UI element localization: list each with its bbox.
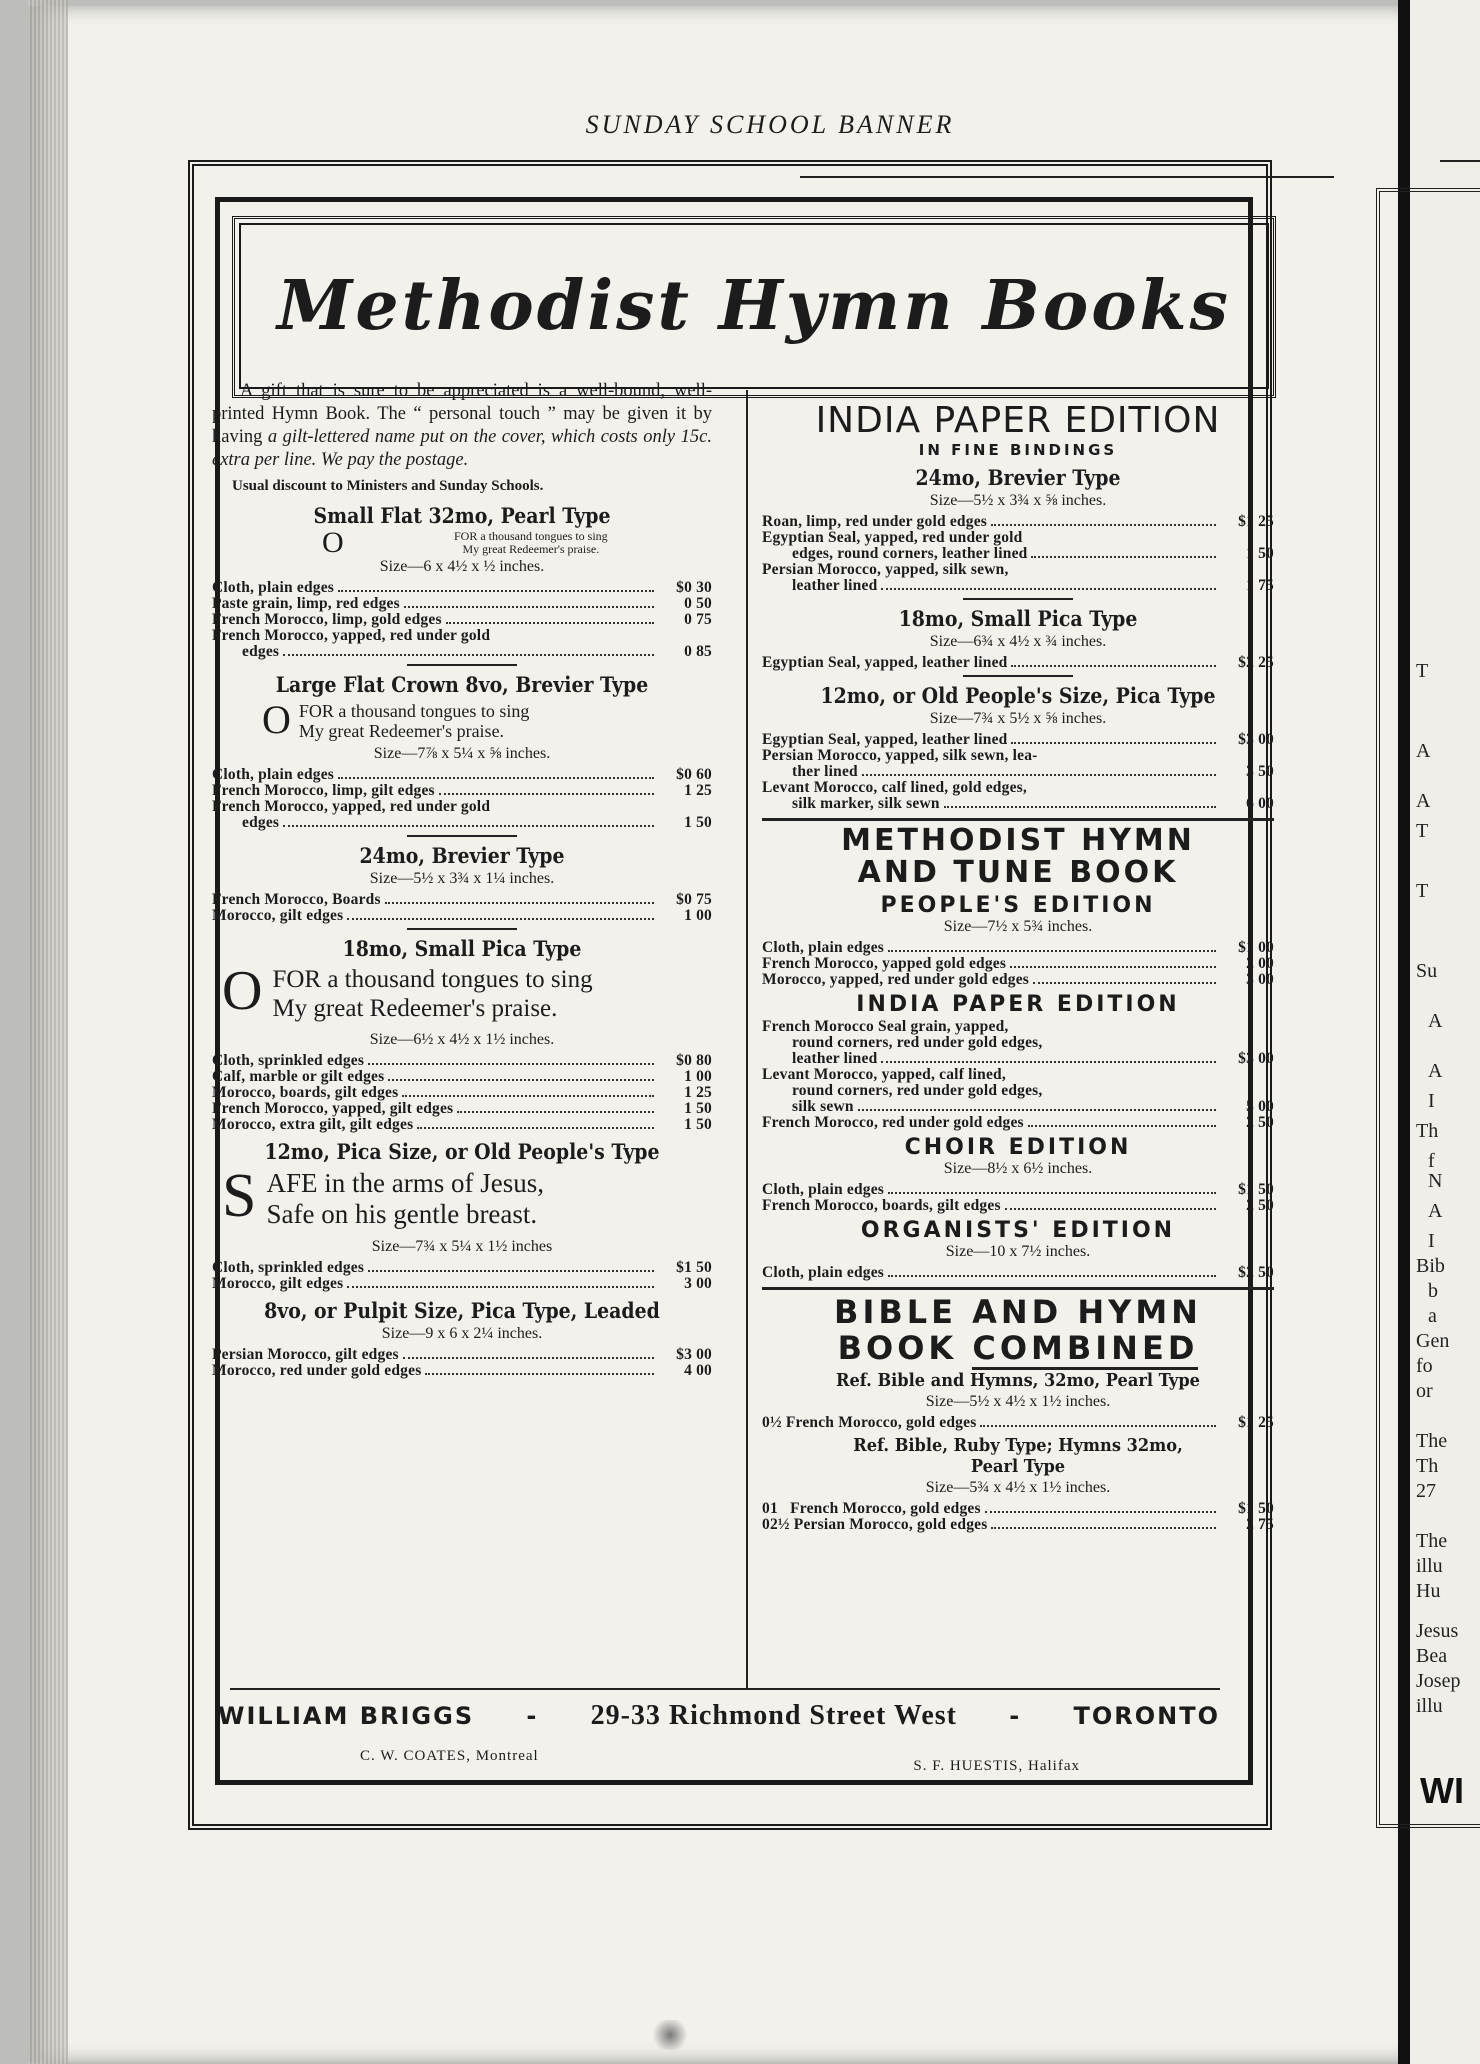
size-line: Size—7¾ x 5½ x ⅝ inches. — [929, 710, 1107, 727]
item-label: round corners, red under gold edges, — [792, 1082, 1043, 1099]
adjacent-page-line: A — [1416, 740, 1431, 762]
hymn-tune-heading: METHODIST HYMN AND TUNE BOOK — [841, 823, 1195, 890]
left-column — [212, 380, 712, 1383]
price-list — [762, 1182, 1274, 1214]
price-item — [212, 815, 712, 831]
edition-heading: INDIA PAPER EDITION — [856, 992, 1180, 1017]
leader-dots — [425, 1373, 654, 1375]
price-item — [212, 1069, 712, 1085]
adjacent-page-line: I — [1428, 1230, 1435, 1252]
footer-rule — [230, 1688, 1220, 1690]
item-label: Paste grain, limp, red edges — [212, 595, 400, 612]
item-label: silk sewn — [792, 1098, 854, 1115]
size-line: Size—7⅞ x 5¼ x ⅝ inches. — [373, 745, 551, 762]
verse-sample: S AFE in the arms of Jesus, Safe on his gentle breast. — [222, 1162, 544, 1230]
footer-agents-line — [360, 1748, 1080, 1775]
item-label: French Morocco, boards, gilt edges — [762, 1197, 1001, 1214]
price-item — [762, 1115, 1274, 1131]
adjacent-page-line: N — [1428, 1170, 1443, 1192]
adjacent-page-line: Su — [1416, 960, 1438, 982]
item-label: edges — [242, 814, 280, 831]
adjacent-page-rule — [1440, 160, 1480, 162]
leader-dots — [439, 793, 654, 795]
leader-dots — [283, 654, 654, 656]
price-list — [762, 940, 1274, 988]
price-item — [762, 732, 1274, 748]
item-price: 1 25 — [684, 1084, 712, 1101]
adjacent-page-line: Jesus — [1416, 1620, 1459, 1642]
item-label: Morocco, gilt edges — [212, 1275, 344, 1292]
item-label: Egyptian Seal, yapped, leather lined — [762, 654, 1008, 671]
item-price: 5 00 — [1246, 1098, 1274, 1115]
section-heading: 24mo, Brevier Type — [915, 465, 1121, 490]
item-label: Morocco, gilt edges — [212, 907, 344, 924]
edition-heading: ORGANISTS' EDITION — [860, 1218, 1176, 1243]
leader-dots — [368, 1063, 654, 1065]
item-label: Cloth, plain edges — [212, 766, 335, 783]
size-line: Size—9 x 6 x 2¼ inches. — [381, 1325, 543, 1342]
item-price: 3 00 — [684, 1275, 712, 1292]
item-price: 1 00 — [684, 1068, 712, 1085]
item-price: $0 30 — [676, 579, 712, 596]
item-price: $3 00 — [1238, 731, 1274, 748]
price-item — [762, 530, 1274, 546]
title-box — [232, 216, 1276, 398]
price-item — [762, 1083, 1274, 1099]
section-rule — [762, 1287, 1274, 1290]
size-line: Size—5¾ x 4½ x 1½ inches. — [925, 1479, 1111, 1496]
adjacent-page-line: illu — [1416, 1555, 1443, 1577]
price-item — [762, 1099, 1274, 1115]
adjacent-page-line: illu — [1416, 1695, 1443, 1717]
item-price: 4 00 — [684, 1362, 712, 1379]
leader-dots — [888, 950, 1216, 952]
price-item — [212, 1347, 712, 1363]
section-rule — [407, 664, 517, 666]
adjacent-page-banner: WI — [1420, 1770, 1464, 1811]
leader-dots — [1031, 556, 1216, 558]
leader-dots — [338, 590, 654, 592]
leader-dots — [888, 1275, 1216, 1277]
price-item — [762, 764, 1274, 780]
item-label: 01 French Morocco, gold edges — [762, 1500, 981, 1517]
adjacent-page-line: Bea — [1416, 1645, 1448, 1667]
item-label: Persian Morocco, gilt edges — [212, 1346, 399, 1363]
price-item — [212, 596, 712, 612]
section-heading: 18mo, Small Pica Type — [342, 936, 582, 961]
leader-dots — [404, 606, 654, 608]
size-line: Size—5½ x 3¾ x 1¼ inches. — [369, 870, 555, 887]
item-price: 1 50 — [684, 814, 712, 831]
item-label: French Morocco, Boards — [212, 891, 381, 908]
footer-publisher-line — [178, 1700, 1220, 1732]
leader-dots — [991, 1527, 1216, 1529]
item-price: $1 25 — [1238, 513, 1274, 530]
item-label: Roan, limp, red under gold edges — [762, 513, 988, 530]
item-price: $1 00 — [1238, 939, 1274, 956]
price-item — [212, 1053, 712, 1069]
item-price: 2 50 — [1246, 1114, 1274, 1131]
price-item — [762, 1198, 1274, 1214]
price-list — [762, 732, 1274, 812]
section-heading: 18mo, Small Pica Type — [898, 606, 1138, 631]
drop-cap: S — [222, 1162, 257, 1230]
item-price: 0 75 — [684, 611, 712, 628]
leader-dots — [991, 524, 1216, 526]
leader-dots — [881, 588, 1216, 590]
price-item — [762, 748, 1274, 764]
item-price: $0 75 — [676, 891, 712, 908]
item-price: $0 60 — [676, 766, 712, 783]
price-item — [212, 783, 712, 799]
item-label: 02½ Persian Morocco, gold edges — [762, 1516, 988, 1533]
section-heading: 12mo, or Old People's Size, Pica Type — [820, 683, 1216, 708]
publisher-name: WILLIAM BRIGGS — [218, 1702, 475, 1730]
price-item — [212, 1101, 712, 1117]
item-label: 0½ French Morocco, gold edges — [762, 1414, 977, 1431]
india-paper-subheading: IN FINE BINDINGS — [918, 441, 1118, 459]
price-item — [212, 612, 712, 628]
leader-dots — [457, 1111, 654, 1113]
section-heading: Ref. Bible and Hymns, 32mo, Pearl Type — [836, 1370, 1200, 1391]
agent-halifax: S. F. HUESTIS, Halifax — [913, 1758, 1080, 1774]
agent-montreal: C. W. COATES, Montreal — [360, 1748, 539, 1764]
price-item — [762, 514, 1274, 530]
leader-dots — [858, 1109, 1216, 1111]
price-list — [212, 892, 712, 924]
leader-dots — [283, 825, 654, 827]
adjacent-page-line: The — [1416, 1430, 1448, 1452]
item-price: 1 00 — [684, 907, 712, 924]
item-price: 2 50 — [1246, 1197, 1274, 1214]
item-price: 1 75 — [1246, 577, 1274, 594]
leader-dots — [1033, 982, 1216, 984]
item-label: Cloth, sprinkled edges — [212, 1052, 365, 1069]
price-item — [212, 908, 712, 924]
price-list — [762, 655, 1274, 671]
leader-dots — [888, 1192, 1216, 1194]
leader-dots — [985, 1511, 1216, 1513]
leader-dots — [1011, 742, 1216, 744]
section-rule — [407, 835, 517, 837]
item-label: Morocco, boards, gilt edges — [212, 1084, 399, 1101]
item-label: Cloth, plain edges — [762, 939, 885, 956]
section-rule — [963, 598, 1073, 600]
india-paper-heading: INDIA PAPER EDITION — [815, 400, 1221, 441]
item-price: 2 00 — [1246, 955, 1274, 972]
leader-dots — [1010, 966, 1216, 968]
drop-cap: O — [322, 526, 344, 559]
leader-dots — [1005, 1208, 1216, 1210]
price-item — [212, 1085, 712, 1101]
leader-dots — [862, 774, 1216, 776]
verse-sample: O FOR a thousand tongues to sing My great Redeemer's praise. — [322, 526, 608, 559]
item-label: French Morocco, limp, gilt edges — [212, 782, 435, 799]
size-line: Size—5½ x 3¾ x ⅝ inches. — [929, 492, 1107, 509]
price-list — [212, 1347, 712, 1379]
price-item — [762, 1517, 1274, 1533]
column-divider — [746, 390, 748, 1690]
price-list — [212, 767, 712, 831]
adjacent-page-line: T — [1416, 820, 1429, 842]
item-label: Egyptian Seal, yapped, red under gold — [762, 529, 1023, 546]
price-list — [762, 1501, 1274, 1533]
drop-cap: O — [262, 697, 291, 742]
size-line: Size—10 x 7½ inches. — [945, 1243, 1091, 1260]
item-price: 0 85 — [684, 643, 712, 660]
item-label: Levant Morocco, calf lined, gold edges, — [762, 779, 1027, 796]
price-item — [762, 578, 1274, 594]
item-label: French Morocco, red under gold edges — [762, 1114, 1024, 1131]
page-edge — [28, 0, 68, 2064]
price-item — [762, 1501, 1274, 1517]
item-label: Persian Morocco, yapped, silk sewn, lea- — [762, 747, 1038, 764]
item-price: 3 50 — [1246, 763, 1274, 780]
item-price: $1 50 — [676, 1259, 712, 1276]
underlined-word: COMBINED — [972, 1329, 1198, 1370]
adjacent-page-line: Hu — [1416, 1580, 1441, 1602]
item-label: ther lined — [792, 763, 858, 780]
price-item — [762, 1035, 1274, 1051]
adjacent-page-line: T — [1416, 660, 1429, 682]
adjacent-page-line: A — [1428, 1200, 1443, 1222]
item-price: $1 50 — [1238, 1500, 1274, 1517]
price-item — [762, 972, 1274, 988]
price-item — [762, 1182, 1274, 1198]
size-line: Size—7¾ x 5¼ x 1½ inches — [371, 1238, 553, 1255]
leader-dots — [338, 777, 654, 779]
running-head: SUNDAY SCHOOL BANNER — [585, 110, 955, 139]
verse-sample: O FOR a thousand tongues to sing My great Redeemer's praise. — [222, 960, 593, 1022]
leader-dots — [944, 806, 1216, 808]
section-heading: Ref. Bible, Ruby Type; Hymns 32mo, Pearl Type — [853, 1435, 1183, 1477]
adjacent-page-line: I — [1428, 1090, 1435, 1112]
price-item — [762, 1051, 1274, 1067]
adjacent-page-line: a — [1428, 1305, 1437, 1327]
price-item — [212, 799, 712, 815]
price-item — [212, 767, 712, 783]
section-rule — [407, 928, 517, 930]
item-label: Calf, marble or gilt edges — [212, 1068, 385, 1085]
item-label: French Morocco, yapped gold edges — [762, 955, 1007, 972]
price-list — [762, 514, 1274, 594]
price-item — [762, 1265, 1274, 1281]
intro-italic: a gilt-lettered name put on the cover, which costs only 15c. extra per line. We pay the postage. — [212, 427, 712, 470]
publisher-city: TORONTO — [1073, 1702, 1220, 1730]
price-item — [212, 1363, 712, 1379]
item-label: Cloth, plain edges — [762, 1264, 885, 1281]
section-heading: 12mo, Pica Size, or Old People's Type — [264, 1139, 660, 1164]
adjacent-page-line: A — [1428, 1010, 1443, 1032]
price-item — [762, 562, 1274, 578]
price-item — [212, 1117, 712, 1133]
price-list — [212, 1053, 712, 1133]
drop-cap: O — [222, 960, 263, 1022]
adjacent-page-line: Th — [1416, 1120, 1439, 1142]
item-price: 1 50 — [684, 1100, 712, 1117]
adjacent-page-line: or — [1416, 1380, 1433, 1402]
item-label: leather lined — [792, 577, 878, 594]
price-item — [212, 628, 712, 644]
item-label: French Morocco, yapped, gilt edges — [212, 1100, 454, 1117]
price-item — [762, 796, 1274, 812]
leader-dots — [881, 1061, 1216, 1063]
price-item — [762, 1067, 1274, 1083]
size-line: Size—7½ x 5¾ inches. — [943, 918, 1093, 935]
item-price: $3 00 — [1238, 1050, 1274, 1067]
leader-dots — [403, 1357, 654, 1359]
item-price: 2 75 — [1246, 1516, 1274, 1533]
item-label: Morocco, extra gilt, gilt edges — [212, 1116, 414, 1133]
leader-dots — [417, 1127, 654, 1129]
leader-dots — [1028, 1125, 1216, 1127]
price-list — [762, 1415, 1274, 1431]
intro-paragraph: A gift that is sure to be appreciated is a well-bound, well-printed Hymn Book. The “ personal touch ” may be given it by having a gilt-lettered name put on the cover, which costs only 15c. extra per line. We pay the postage. — [212, 381, 712, 470]
item-label: Cloth, plain edges — [212, 579, 335, 596]
price-item — [762, 956, 1274, 972]
leader-dots — [347, 1286, 654, 1288]
size-line: Size—6¾ x 4½ x ¾ inches. — [929, 633, 1107, 650]
item-label: edges — [242, 643, 280, 660]
adjacent-page-line: Josep — [1416, 1670, 1461, 1692]
item-label: French Morocco, yapped, red under gold — [212, 627, 491, 644]
discount-note: Usual discount to Ministers and Sunday Schools. — [232, 478, 544, 494]
adjacent-page-line: Th — [1416, 1455, 1439, 1477]
adjacent-page-line: A — [1416, 790, 1431, 812]
item-label: French Morocco, yapped, red under gold — [212, 798, 491, 815]
section-heading: 8vo, or Pulpit Size, Pica Type, Leaded — [264, 1298, 660, 1323]
price-item — [762, 780, 1274, 796]
leader-dots — [446, 622, 654, 624]
price-item — [762, 1415, 1274, 1431]
adjacent-page-line: fo — [1416, 1355, 1433, 1377]
verse-sample: O FOR a thousand tongues to sing My great Redeemer's praise. — [262, 697, 530, 742]
adjacent-page-line: 27 — [1416, 1480, 1436, 1502]
price-item — [762, 1019, 1274, 1035]
item-price: 1 50 — [1246, 545, 1274, 562]
item-price: $1 50 — [1238, 1181, 1274, 1198]
section-heading: 24mo, Brevier Type — [359, 843, 565, 868]
item-price: 0 50 — [684, 595, 712, 612]
size-line: Size—5½ x 4½ x 1½ inches. — [925, 1393, 1111, 1410]
price-list — [762, 1019, 1274, 1131]
item-price: $3 00 — [676, 1346, 712, 1363]
item-price: $1 25 — [1238, 1414, 1274, 1431]
leader-dots — [980, 1425, 1216, 1427]
price-list — [212, 1260, 712, 1292]
item-label: leather lined — [792, 1050, 878, 1067]
item-label: edges, round corners, leather lined — [792, 545, 1028, 562]
item-price: 3 00 — [1246, 971, 1274, 988]
item-label: silk marker, silk sewn — [792, 795, 940, 812]
separator: - — [526, 1702, 539, 1730]
publisher-address: 29-33 Richmond Street West — [590, 1700, 957, 1731]
item-label: Persian Morocco, yapped, silk sewn, — [762, 561, 1009, 578]
item-label: French Morocco, limp, gold edges — [212, 611, 442, 628]
adjacent-page-line: b — [1428, 1280, 1438, 1302]
price-item — [212, 644, 712, 660]
item-price: $0 80 — [676, 1052, 712, 1069]
print-smudge — [650, 2020, 690, 2050]
section-rule — [762, 818, 1274, 821]
right-column — [762, 400, 1274, 1537]
leader-dots — [368, 1270, 654, 1272]
item-price: 1 50 — [684, 1116, 712, 1133]
item-label: French Morocco Seal grain, yapped, — [762, 1018, 1009, 1035]
item-price: 1 25 — [684, 782, 712, 799]
item-price: 6 00 — [1246, 795, 1274, 812]
edition-heading: PEOPLE'S EDITION — [880, 893, 1156, 918]
adjacent-page-line: The — [1416, 1530, 1448, 1552]
price-item — [762, 546, 1274, 562]
price-list — [212, 580, 712, 660]
adjacent-page-line: A — [1428, 1060, 1443, 1082]
price-list — [762, 1265, 1274, 1281]
size-line: Size—6½ x 4½ x 1½ inches. — [369, 1031, 555, 1048]
leader-dots — [1011, 665, 1216, 667]
adjacent-page-line: Gen — [1416, 1330, 1450, 1352]
bible-hymn-heading: BIBLE AND HYMN BOOK COMBINED — [762, 1294, 1274, 1366]
item-label: Cloth, plain edges — [762, 1181, 885, 1198]
leader-dots — [347, 918, 654, 920]
item-label: Levant Morocco, yapped, calf lined, — [762, 1066, 1006, 1083]
item-label: Morocco, yapped, red under gold edges — [762, 971, 1030, 988]
price-item — [212, 892, 712, 908]
item-price: $2 50 — [1238, 1264, 1274, 1281]
adjacent-page-line: f — [1428, 1150, 1435, 1172]
section-rule — [963, 675, 1073, 677]
leader-dots — [385, 902, 654, 904]
separator: - — [1009, 1702, 1022, 1730]
adjacent-page-line: T — [1416, 880, 1429, 902]
leader-dots — [402, 1095, 654, 1097]
size-line: Size—8½ x 6½ inches. — [943, 1160, 1093, 1177]
item-label: Egyptian Seal, yapped, leather lined — [762, 731, 1008, 748]
leader-dots — [388, 1079, 654, 1081]
item-label: Morocco, red under gold edges — [212, 1362, 422, 1379]
item-price: $2 25 — [1238, 654, 1274, 671]
adjacent-page-line: Bib — [1416, 1255, 1445, 1277]
price-item — [212, 1276, 712, 1292]
ad-title: Methodist Hymn Books — [277, 266, 1231, 346]
price-item — [762, 940, 1274, 956]
section-heading: Large Flat Crown 8vo, Brevier Type — [275, 672, 649, 697]
size-line: Size—6 x 4½ x ½ inches. — [379, 558, 545, 575]
price-item — [762, 655, 1274, 671]
section-heading: Small Flat 32mo, Pearl Type — [313, 503, 611, 528]
edition-heading: CHOIR EDITION — [904, 1135, 1132, 1160]
item-label: Cloth, sprinkled edges — [212, 1259, 365, 1276]
item-label: round corners, red under gold edges, — [792, 1034, 1043, 1051]
price-item — [212, 580, 712, 596]
price-item — [212, 1260, 712, 1276]
